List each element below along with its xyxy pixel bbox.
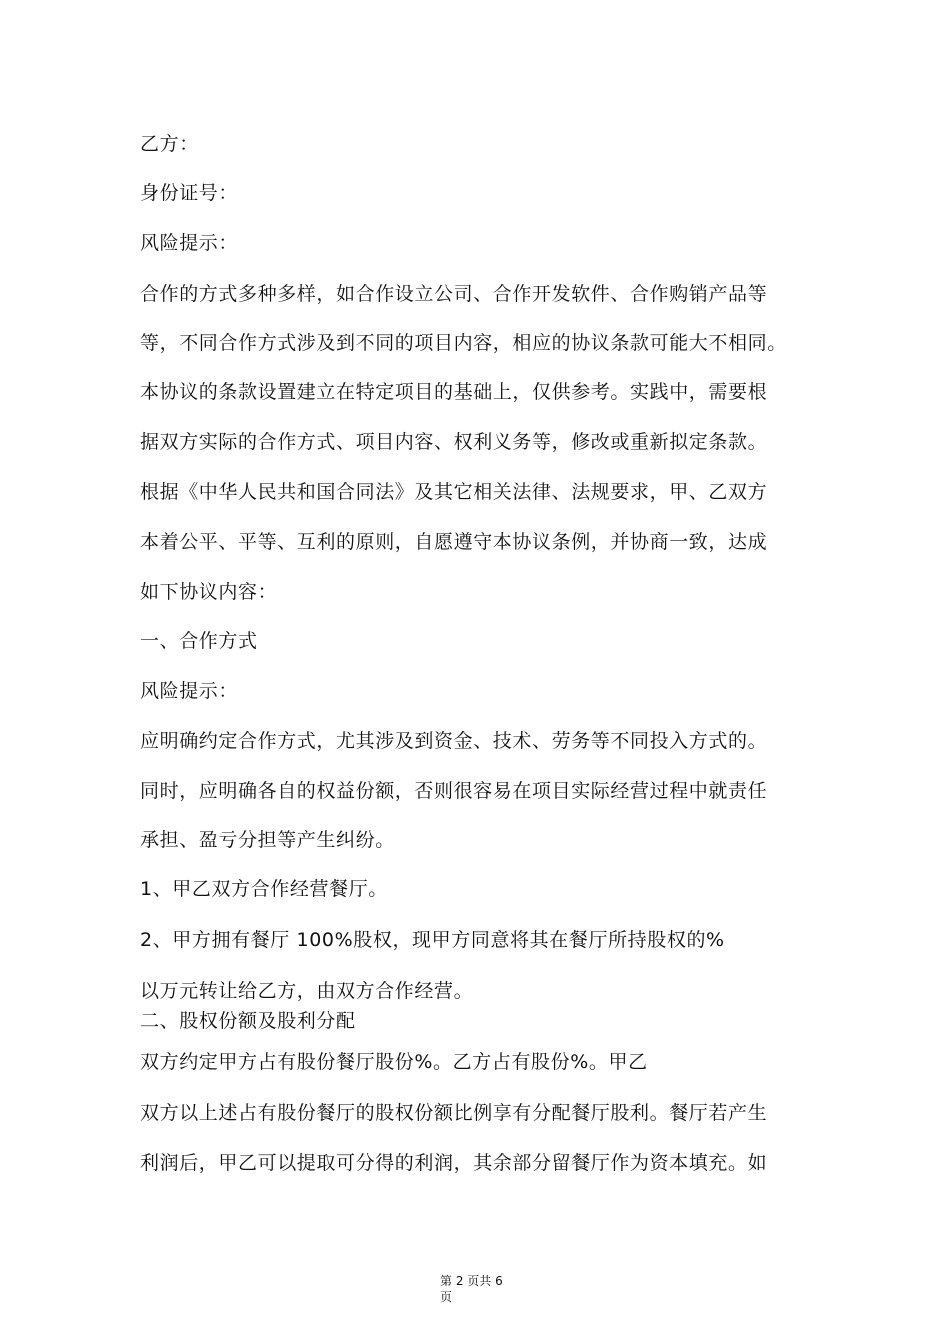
text-line: 合作的方式多种多样，如合作设立公司、合作开发软件、合作购销产品等	[140, 283, 768, 305]
section-heading-cooperation: 一、合作方式	[140, 630, 258, 652]
page-number-suffix: 页	[440, 1290, 453, 1304]
text-line: 据双方实际的合作方式、项目内容、权利义务等，修改或重新拟定条款。	[140, 431, 768, 453]
text-line: 利润后，甲乙可以提取可分得的利润，其余部分留餐厅作为资本填充。如	[140, 1152, 768, 1174]
text-line-risk-tip: 风险提示：	[140, 680, 239, 702]
text-line-id-number: 身份证号：	[140, 182, 239, 204]
text-line: 等，不同合作方式涉及到不同的项目内容，相应的协议条款可能大不相同。	[140, 332, 787, 354]
text-line: 本着公平、平等、互利的原则，自愿遵守本协议条例，并协商一致，达成	[140, 531, 768, 553]
text-line: 应明确约定合作方式，尤其涉及到资金、技术、劳务等不同投入方式的。	[140, 730, 768, 752]
clause-item-1: 1、甲乙双方合作经营餐厅。	[140, 878, 388, 900]
text-line-party-b: 乙方：	[140, 133, 199, 155]
clause-item-2: 2、甲方拥有餐厅 100%股权，现甲方同意将其在餐厅所持股权的%	[140, 929, 725, 951]
page-number: 第 2 页共 6	[440, 1274, 503, 1288]
text-line: 根据《中华人民共和国合同法》及其它相关法律、法规要求，甲、乙双方	[140, 481, 768, 503]
text-line: 双方以上述占有股份餐厅的股权份额比例享有分配餐厅股利。餐厅若产生	[140, 1102, 768, 1124]
text-line: 承担、盈亏分担等产生纠纷。	[140, 829, 395, 851]
text-line: 本协议的条款设置建立在特定项目的基础上，仅供参考。实践中，需要根	[140, 381, 768, 403]
text-line: 双方约定甲方占有股份餐厅股份%。乙方占有股份%。甲乙	[140, 1051, 648, 1073]
text-line: 以万元转让给乙方，由双方合作经营。	[140, 980, 474, 1002]
text-line: 如下协议内容：	[140, 581, 278, 603]
text-line-risk-tip: 风险提示：	[140, 232, 239, 254]
section-heading-equity: 二、股权份额及股利分配	[140, 1010, 356, 1032]
text-line: 同时，应明确各自的权益份额，否则很容易在项目实际经营过程中就责任	[140, 780, 768, 802]
